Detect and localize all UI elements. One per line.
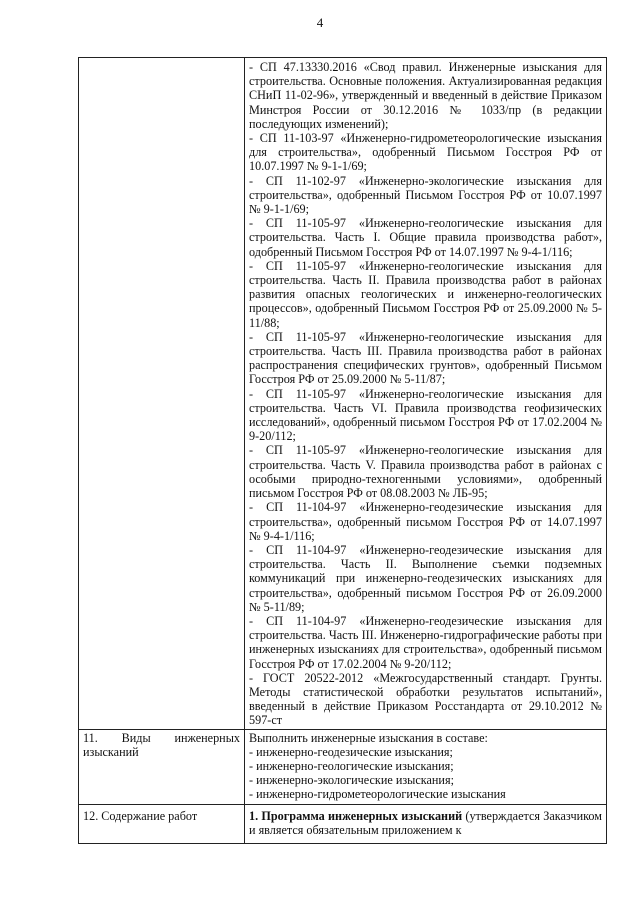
regulation-item bbox=[249, 259, 602, 330]
regulation-item-text: - СП 11-104-97 «Инженерно-геодезические изыскания для строительства», одобренный письмом Госстроя РФ от 14.07.1997 № 9-4-1/116; bbox=[249, 500, 602, 543]
survey-type-item: - инженерно-гидрометеорологические изыскания bbox=[249, 787, 506, 802]
regulation-item bbox=[249, 543, 602, 614]
regulation-item bbox=[249, 60, 602, 131]
work-content-label: 12. Содержание работ bbox=[83, 808, 198, 823]
regulation-item-text: - СП 11-104-97 «Инженерно-геодезические изыскания для строительства. Часть III. Инженерно-гидрографические работы при инженерных изысканиях для строительства», одобренный письмом Госстроя РФ от 17.02.2004 № 9-20/112; bbox=[249, 613, 602, 671]
regulation-item-text: - ГОСТ 20522-2012 «Межгосударственный стандарт. Грунты. Методы статистической обработки результатов испытаний», введенный в действие Приказом Росстандарта от 29.10.2012 № 597-ст bbox=[249, 670, 602, 728]
regulations-label-cell bbox=[79, 58, 245, 730]
survey-types-list bbox=[249, 745, 602, 802]
regulation-item bbox=[249, 174, 602, 217]
regulation-item bbox=[249, 614, 602, 671]
table-row-regulations-continued bbox=[79, 58, 607, 730]
page-number: 4 bbox=[316, 15, 324, 30]
survey-type-item: - инженерно-экологические изыскания; bbox=[249, 773, 454, 788]
regulation-item-text: - СП 11-105-97 «Инженерно-геологические изыскания для строительства. Часть III. Правила производства работ в районах распространения специфических грунтов», одобренный Письмом Госстроя РФ от 25.09.2000 № 5-11/87; bbox=[249, 329, 602, 387]
regulation-item-text: - СП 11-105-97 «Инженерно-геологические изыскания для строительства. Часть II. Правила производства работ в районах развития опасных геологических и инженерно-геологических процессов», одобренный Письмом Госстроя РФ от 25.09.2000 № 5-11/88; bbox=[249, 258, 602, 330]
regulation-item-text: - СП 11-102-97 «Инженерно-экологические изыскания для строительства», одобренный Письмом Госстроя РФ от 10.07.1997 № 9-1-1/69; bbox=[249, 173, 602, 217]
regulation-item bbox=[249, 671, 602, 728]
regulation-item bbox=[249, 387, 602, 444]
work-content-cell bbox=[245, 804, 607, 843]
table-row-survey-types bbox=[79, 729, 607, 804]
work-content-label-cell bbox=[79, 804, 245, 843]
regulation-item-text: - СП 11-104-97 «Инженерно-геодезические изыскания для строительства. Часть II. Выполнение съемки подземных коммуникаций при инженерно-геодезических изысканиях для строительства», одобренный письмом Госстроя РФ от 26.09.2000 № 5-11/89; bbox=[249, 542, 602, 614]
survey-type-item: - инженерно-геологические изыскания; bbox=[249, 758, 454, 773]
survey-types-cell bbox=[245, 729, 607, 804]
survey-types-label-cell bbox=[79, 729, 245, 804]
work-program-title: 1. Программа инженерных изысканий bbox=[249, 808, 463, 823]
regulation-item bbox=[249, 443, 602, 500]
work-program-text: (утверждается Заказчиком и является обязательным приложением к bbox=[249, 808, 603, 837]
survey-types-label: 11. Виды инженерных изысканий bbox=[83, 730, 240, 759]
regulation-item bbox=[249, 500, 602, 543]
regulation-item-text: - СП 11-103-97 «Инженерно-гидрометеорологические изыскания для строительства», одобренный Письмом Госстроя РФ от 10.07.1997 № 9-1-1/69; bbox=[249, 131, 602, 174]
regulations-list-cell bbox=[245, 58, 607, 730]
regulation-item-text: - СП 11-105-97 «Инженерно-геологические изыскания для строительства. Часть I. Общие правила производства работ», одобренный Письмом Госстроя РФ от 14.07.1997 № 9-4-1/116; bbox=[249, 216, 602, 259]
regulation-item bbox=[249, 131, 602, 174]
regulation-item-text: - СП 11-105-97 «Инженерно-геологические изыскания для строительства. Часть V. Правила производства работ в районах с особыми природно-техногенными условиями», одобренный письмом Госстроя РФ от 08.08.2003 № ЛБ-95; bbox=[249, 443, 602, 501]
survey-type-item: - инженерно-геодезические изыскания; bbox=[249, 744, 453, 759]
regulation-item bbox=[249, 216, 602, 259]
regulation-item bbox=[249, 330, 602, 387]
survey-types-intro: Выполнить инженерные изыскания в составе: bbox=[249, 730, 488, 745]
requirements-table bbox=[78, 57, 607, 844]
regulation-item-text: - СП 47.13330.2016 «Свод правил. Инженерные изыскания для строительства. Основные положения. Актуализированная редакция СНиП 11-02-96», утвержденный и введенный в действие Приказом Минстроя России от 30.12.2016 № 1033/пр (в редакции последующих изменений); bbox=[249, 60, 602, 131]
regulation-item-text: - СП 11-105-97 «Инженерно-геологические изыскания для строительства. Часть VI. Правила производства геофизических исследований», одобренный письмом Госстроя РФ от 17.02.2004 № 9-20/112; bbox=[249, 386, 602, 444]
table-row-work-content bbox=[79, 804, 607, 843]
